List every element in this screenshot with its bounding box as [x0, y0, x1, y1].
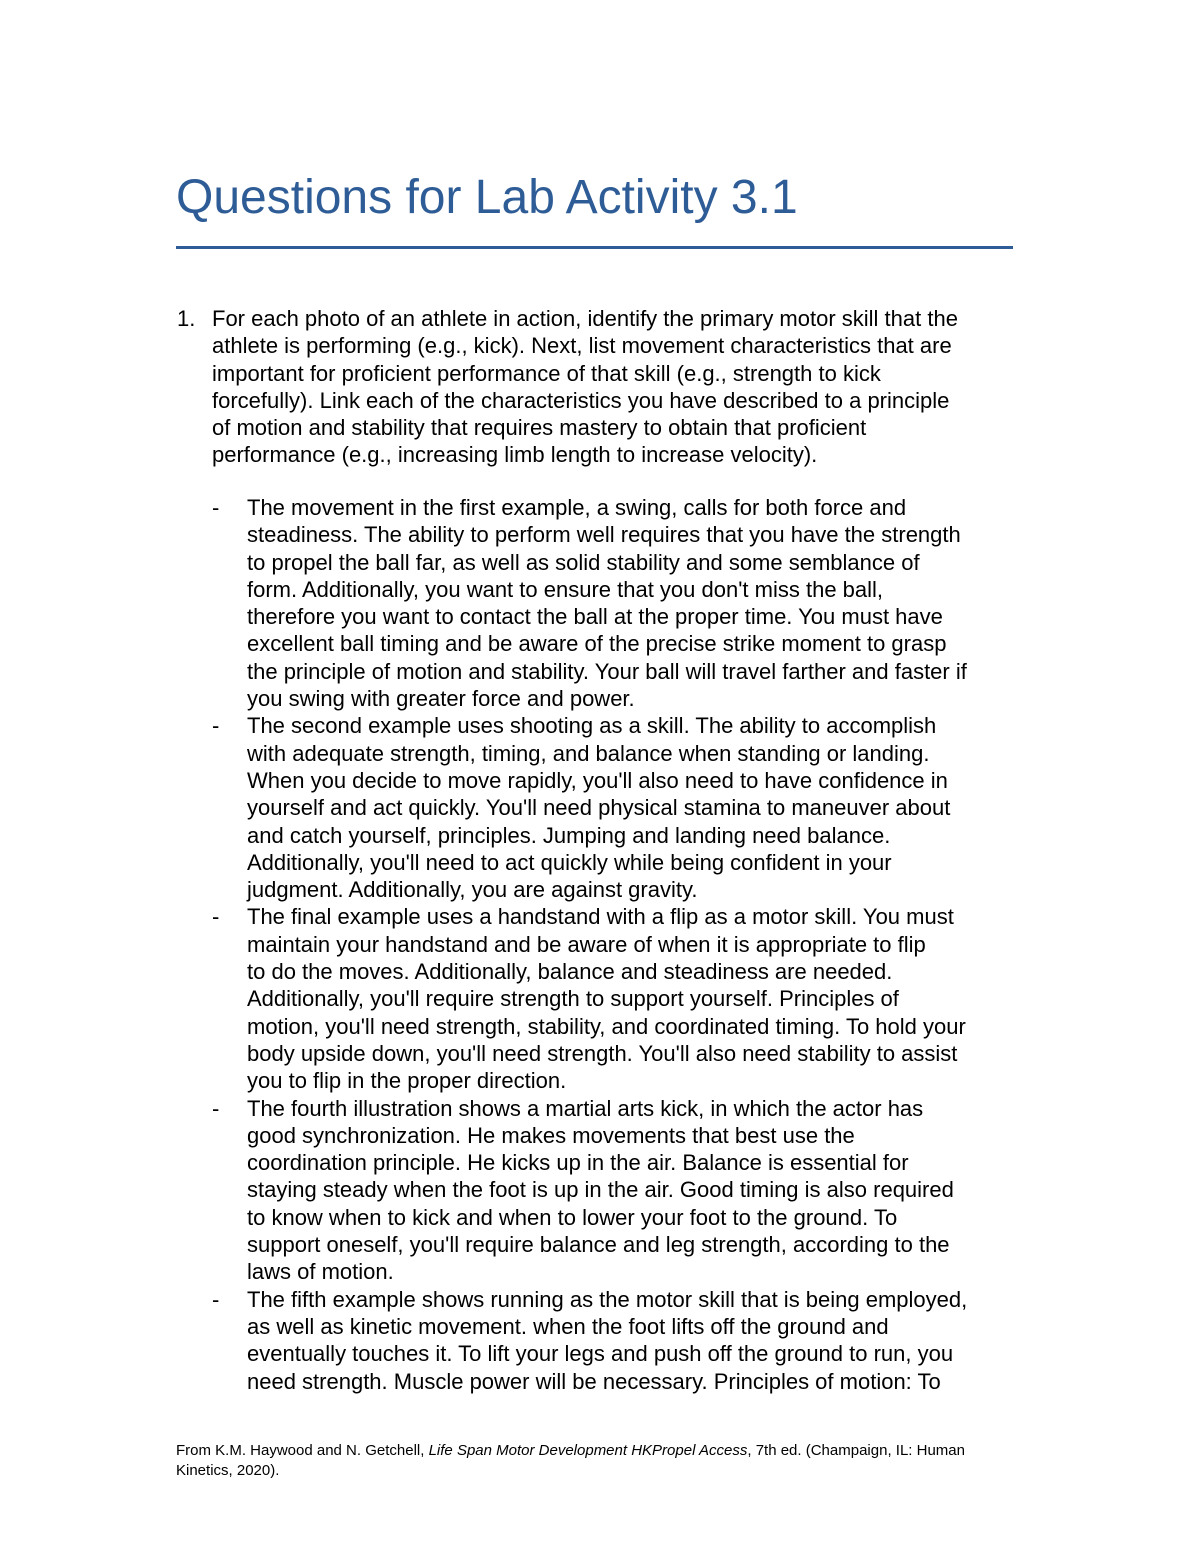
answer-bullet: - — [212, 713, 220, 739]
answer-text: The final example uses a handstand with a flip as a motor skill. You must maintain your handstand and be aware of when it is appropriate to flip to do the moves. Additionally, balance and steadiness are needed. Additionally, you'll require strength to support yourself. Principles of motion, you'll need strength, stability, and coordinated timing. To hold your body upside down, you'll need strength. You'll also need stability to assist you to flip in the proper direction. — [247, 904, 966, 1094]
answer-item-1 — [212, 494, 1032, 712]
answer-bullet: - — [212, 495, 220, 520]
answer-list — [212, 494, 1032, 1395]
answer-item-3 — [212, 903, 1032, 1094]
answer-item-5 — [212, 1286, 1032, 1395]
answer-text: The movement in the first example, a swing, calls for both force and steadiness. The ability to perform well requires that you have the strength to propel the ball far, as well as solid stability and some semblance of form. Additionally, you want to ensure that you don't miss the ball, therefore you want to contact the ball at the proper time. You must have excellent ball timing and be aware of the precise strike moment to grasp the principle of motion and stability. Your ball will travel farther and faster if you swing with greater force and power. — [247, 495, 967, 712]
answer-item-4 — [212, 1095, 1032, 1286]
answer-item-2 — [212, 712, 1032, 903]
answer-text: The second example uses shooting as a skill. The ability to accomplish with adequate strength, timing, and balance when standing or landing. When you decide to move rapidly, you'll also need to have confidence in yourself and act quickly. You'll need physical stamina to maneuver about and catch yourself, principles. Jumping and landing need balance. Additionally, you'll need to act quickly while being confident in your judgment. Additionally, you are against gravity. — [247, 713, 951, 903]
page-title: Questions for Lab Activity 3.1 — [176, 171, 798, 224]
citation-book-title: Life Span Motor Development HKPropel Access — [428, 1442, 748, 1459]
answer-bullet: - — [212, 1095, 220, 1121]
answer-bullet: - — [212, 1286, 220, 1312]
question-number: 1. — [177, 306, 196, 331]
source-citation-footer — [176, 1441, 1016, 1481]
answer-bullet: - — [212, 904, 220, 930]
answer-text: The fifth example shows running as the motor skill that is being employed, as well as kinetic movement. when the foot lifts off the ground and eventually touches it. To lift your legs and push off the ground to run, you need strength. Muscle power will be necessary. Principles of motion: To — [247, 1286, 968, 1394]
citation-prefix: From K.M. Haywood and N. Getchell, — [176, 1442, 429, 1459]
title-underline-rule — [176, 246, 1013, 249]
question-text: For each photo of an athlete in action, identify the primary motor skill that the athlete is performing (e.g., kick). Next, list movement characteristics that are important for proficient performance of that skill (e.g., strength to kick forcefully). Link each of the characteristics you have described to a principle of motion and stability that requires mastery to obtain that proficient performance (e.g., increasing limb length to increase velocity). — [212, 306, 958, 468]
citation-suffix: , 7th ed. (Champaign, IL: Human Kinetics, 2020). — [176, 1442, 965, 1479]
answer-text: The fourth illustration shows a martial arts kick, in which the actor has good synchronization. He makes movements that best use the coordination principle. He kicks up in the air. Balance is essential for staying steady when the foot is up in the air. Good timing is also required to know when to kick and when to lower your foot to the ground. To support oneself, you'll require balance and leg strength, according to the laws of motion. — [247, 1095, 954, 1285]
